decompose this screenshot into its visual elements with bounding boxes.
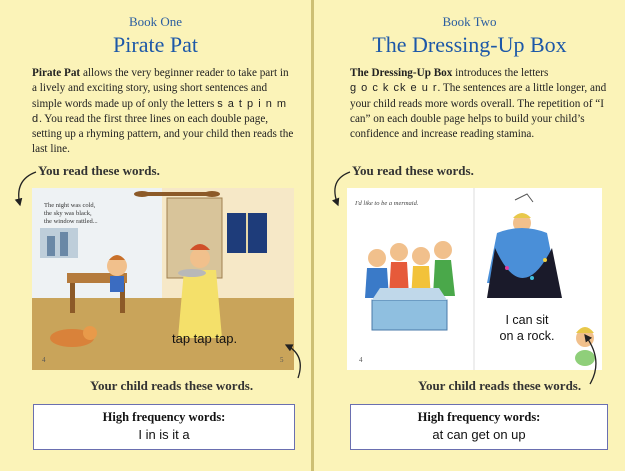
you-read-label: You read these words. (352, 163, 474, 178)
high-frequency-box (33, 404, 295, 450)
hf-label: High frequency words: (417, 410, 541, 424)
reader-text: The night was cold, the sky was black, the window rattled... (44, 202, 98, 225)
description-title: Pirate Pat (32, 67, 81, 79)
book-two-label: Book Two (442, 14, 497, 29)
book-two-title: The Dressing-Up Box (372, 32, 567, 57)
page-number: 5 (280, 356, 284, 364)
book-two-description (350, 66, 612, 142)
description-text-end: . You read the first three lines on each double page, setting up a rhyming pattern, and your child then reads the last line. (32, 112, 294, 156)
book-one-label: Book One (128, 14, 183, 29)
letter-list: g o c k ck e u r (350, 82, 438, 95)
book-one-title: Pirate Pat (113, 32, 198, 57)
child-reads-label: Your child reads these words. (418, 378, 582, 393)
dressing-scene-image (347, 188, 602, 370)
hf-label: High frequency words: (102, 410, 226, 424)
you-read-label: You read these words. (38, 163, 160, 178)
pirate-pat-illustration (32, 188, 294, 370)
page-number: 4 (42, 356, 46, 364)
description-title: The Dressing-Up Box (350, 67, 453, 79)
dressing-up-illustration (347, 188, 602, 370)
description-text: introduces the letters (452, 67, 549, 79)
reader-text: I'd like to be a mermaid. (355, 200, 419, 207)
description-text-end: . The sentences are a little longer, and your child reads more words overall. The repetition of “I can” on each double page helps to build your child’s confidence and increase reading stamina. (350, 82, 607, 141)
child-text: tap tap tap. (172, 331, 238, 346)
child-reads-label: Your child reads these words. (90, 378, 254, 393)
description-text: allows the very beginner reader to take part in a lively and exciting story, using short sentences and simple words made up of only the letters (32, 67, 289, 110)
page-number: 4 (359, 356, 363, 364)
child-text: I can sit on a rock. (499, 313, 555, 343)
hf-words: at can get on up (432, 427, 526, 442)
letter-list: s a t p i n m d (32, 97, 288, 125)
high-frequency-box (350, 404, 608, 450)
right-page (314, 0, 625, 471)
left-page (0, 0, 311, 471)
book-one-description (32, 66, 294, 158)
hf-words: I in is it a (138, 427, 190, 442)
